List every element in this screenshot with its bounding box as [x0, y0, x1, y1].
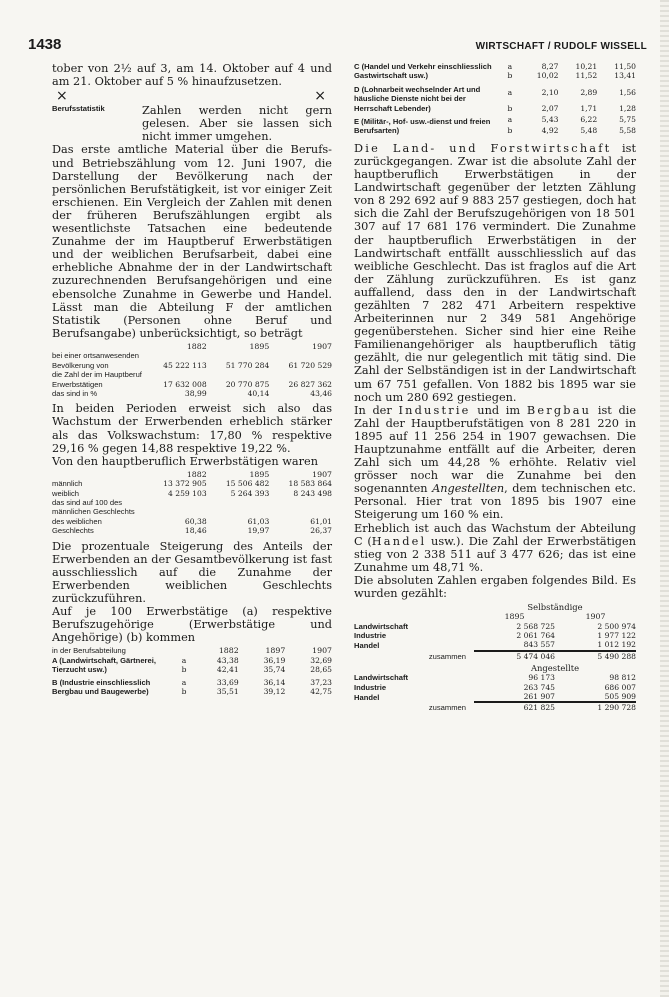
table-row: B (Industrie einschliesslich Bergbau und Baugewerbe) a 33,69 36,14 37,23: [52, 677, 332, 696]
table-gender: [52, 470, 332, 536]
table-row: C (Handel und Verkehr einschliesslich Gastwirtschaft usw.) a 8,27 10,21 11,50: [354, 62, 636, 81]
paragraph-landwirtschaft: Die Land- und Forstwirtschaft ist zurückgegangen. Zwar ist die absolute Zahl der hauptberuflich Erwerbstätigen in der Landwirtschaft gegenüber der letzten Zählung von 8 292 692 auf 9 883 257 gestiegen, doch hat sich die Zahl der Berufszugehörigen von 18 501 307 auf 17 681 176 vermindert. Die Zunahme der hauptberuflich Erwerbstätigen in der Landwirtschaft entfällt ausschliesslich auf das weibliche Geschlecht. Das ist fraglos auf die Art der Zählung zurückzuführen. Es ist ganz auffallend, dass den in der Landwirtschaft gezählten 7 282 471 Arbeitern respektive Arbeiterinnen nur 2 349 581 Angehörige gegenüberstehen. Sicher sind hier eine Reihe Familienangehöriger als hauptberuflich tätig gezählt, die nur gelegentlich mit tätig sind. Die Zahl der Selbständigen ist in der Landwirtschaft um 67 751 gefallen. Von 1882 bis 1895 war sie noch um 280 692 gestiegen.: [354, 141, 636, 404]
table-row: b 2,07 1,71 1,28: [507, 103, 636, 113]
table-row: Landwirtschaft 96 173 98 812: [354, 673, 636, 683]
table-berufsabteilung: in der Berufsabteilung 1882 1897 1907 A (Landwirtschaft, Gärtnerei, Tierzucht usw.) a 43,38 36,19 32,69 b 42,41 35,74 28,65 B (Industrie einschliesslich Bergbau und Baugewerbe) a 33,69 36,14 37,23 b 35,51 39,12 42,75: [52, 646, 332, 696]
year-header: 1882: [186, 341, 207, 351]
year-header: 1895: [249, 341, 270, 351]
table-row: E (Militär-, Hof- usw.-dienst und freien Berufsarten) a 5,43 6,22 5,75: [354, 115, 636, 136]
cross-mark-right: ×: [314, 88, 326, 105]
table-row: weiblich 4 259 103 5 264 393 8 243 498: [52, 488, 332, 498]
paragraph-zahlen: Zahlen werden nicht gern gelesen. Aber sie lassen sich nicht immer umgehen.: [142, 104, 332, 144]
table-row: die Zahl der im Hauptberuf Erwerbstätigen 17 632 008 20 770 875 26 827 362: [52, 370, 332, 389]
table-row: Geschlechts 18,46 19,97 26,37: [52, 526, 332, 536]
running-header: [28, 36, 647, 52]
table-row: b 42,41 35,74 28,65: [181, 665, 332, 675]
table-population: [52, 342, 332, 398]
paragraph-industrie: In der Industrie und im Bergbau ist die Zahl der Hauptberufstätigen von 8 281 220 in 1895 auf 11 256 254 in 1907 gewachsen. Die Hauptzunahme entfällt auf die Arbeiter, deren Zahl sich um 44,28 % erhöhte. Relativ viel grösser noch war die Zunahme bei den sogenannten Angestellten, dem technischen etc. Personal. Hier trat von 1895 bis 1907 eine Steigerung um 160 % ein.: [354, 403, 637, 522]
year-header: 1895: [249, 469, 270, 479]
table-absolute-numbers: [354, 602, 636, 713]
section-separator: [52, 88, 332, 104]
berufsstatistik-intro: [52, 104, 332, 143]
table-row-sum: zusammen 5 474 046 5 490 288: [428, 651, 636, 661]
table-row: D (Lohnarbeit wechselnder Art und häusliche Dienste nicht bei der Herrschaft Lebender) a 2,10 2,89 1,56: [354, 84, 636, 113]
paragraph-berufsstatistik: Das erste amtliche Material über die Berufs- und Betriebszählung vom 12. Juni 1907, die Darstellung der Bevölkerung nach der persönlichen Berufstätigkeit, ist vor einiger Zeit erschienen. Ein Vergleich der Zahlen mit denen der früheren Berufszählungen ergibt als wesentlichste Tatsachen eine bedeutende Zunahme der im Hauptberuf Erwerbstätigen und der weiblichen Berufsarbeit, dabei eine erhebliche Abnahme der in der Landwirtschaft zuzurechnenden Berufsangehörigen und eine ebensolche Zunahme in Gewerbe und Handel. Lässt man die Abteilung F der amtlichen Statistik (Personen ohne Beruf und Berufsangabe) unberücksichtigt, so beträgt: [52, 143, 332, 340]
table-caption: Selbständige: [527, 602, 583, 613]
marginal-note: Berufsstatistik: [52, 104, 105, 114]
year-header: 1907: [312, 646, 332, 656]
right-column: [354, 62, 636, 713]
paragraph-perioden: In beiden Perioden erweist sich also das Wachstum der Erwerbenden erheblich stärker als das Volkswachstum: 17,80 % respektive 29,16 % gegen 14,88 respektive 19,22 %.: [52, 402, 332, 455]
table-berufsabteilung-continued: [354, 62, 636, 136]
table-row: A (Landwirtschaft, Gärtnerei, Tierzucht usw.) a 43,38 36,19 32,69: [52, 655, 332, 675]
paragraph-top: tober von 2½ auf 3, am 14. Oktober auf 4 und am 21. Oktober auf 5 % hinaufzusetzen.: [52, 62, 332, 89]
table-row: Landwirtschaft 2 568 725 2 500 974: [354, 621, 636, 631]
header-title: WIRTSCHAFT / RUDOLF WISSELL: [475, 41, 647, 52]
year-header: 1895: [504, 612, 525, 622]
spaced-heading: Die Land- und Forstwirtschaft: [354, 141, 612, 155]
year-header: 1882: [186, 469, 207, 479]
paragraph-von: Von den hauptberuflich Erwerbstätigen waren: [52, 454, 318, 468]
table-row: Industrie 2 061 764 1 977 122: [354, 630, 636, 640]
table-row: Handel 843 557 1 012 192: [354, 640, 636, 651]
paragraph-handel: Erheblich ist auch das Wachstum der Abteilung C (Handel usw.). Die Zahl der Erwerbstätigen stieg von 2 338 511 auf 3 477 626; das ist eine Zunahme um 48,71 %.: [354, 521, 636, 574]
table-row: b 4,92 5,48 5,58: [507, 126, 636, 136]
year-header: 1897: [265, 646, 286, 656]
paragraph-auf-je: Auf je 100 Erwerbstätige (a) respektive Berufszugehörige (Erwerbstätige und Angehörige) (b) kommen: [52, 605, 332, 645]
table-row: b 10,02 11,52 13,41: [507, 71, 636, 81]
table-row: b 35,51 39,12 42,75: [181, 687, 332, 696]
year-header: 1907: [312, 469, 332, 479]
table-row: männlich 13 372 905 15 506 482 18 583 864: [52, 479, 332, 489]
page-edge: [660, 0, 669, 997]
paragraph-prozentuale: Die prozentuale Steigerung des Anteils der Erwerbenden an der Gesamtbevölkerung ist fast ausschliesslich auf die Zunahme der Erwerbenden weiblichen Geschlechts zurückzuführen.: [52, 539, 332, 605]
year-header: 1882: [218, 646, 239, 656]
paragraph-absolut: Die absoluten Zahlen ergaben folgendes Bild. Es wurden gezählt:: [354, 573, 636, 601]
table-row: das sind auf 100 des männlichen Geschlechts des weiblichen 60,38 61,03 61,01: [52, 498, 332, 526]
table-caption: Angestellte: [530, 663, 580, 674]
table-row-sum: zusammen 621 825 1 290 728: [428, 703, 636, 713]
page-number: 1438: [28, 36, 62, 53]
cross-mark-left: ×: [56, 88, 68, 105]
year-header: 1907: [312, 341, 332, 351]
table-row: bei einer ortsanwesenden Bevölkerung von 45 222 113 51 770 284 61 720 529: [52, 351, 332, 370]
table-row: das sind in % 38,99 40,14 43,46: [52, 388, 332, 398]
table-row: Industrie 263 745 686 007: [354, 682, 636, 692]
year-header: 1907: [585, 612, 606, 622]
left-column: [52, 62, 332, 696]
table-row: Handel 261 907 505 909: [354, 691, 636, 702]
